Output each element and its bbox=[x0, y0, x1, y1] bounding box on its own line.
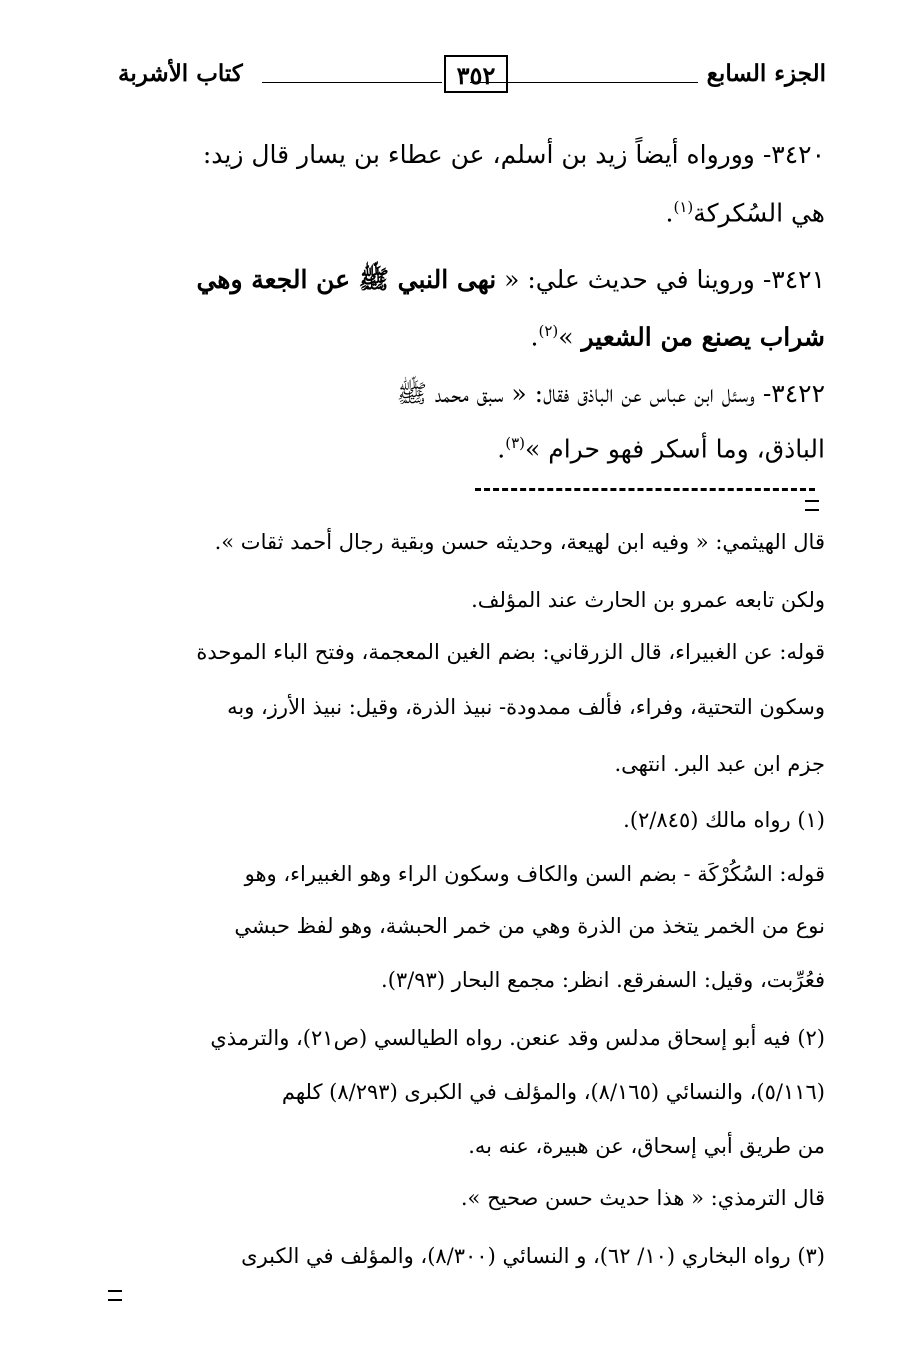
footnote-continued-line3: قوله: عن الغبيراء، قال الزرقاني: بضم الغين المعجمة، وفتح الباء الموحدة bbox=[196, 640, 825, 664]
period: . bbox=[497, 434, 506, 464]
hadith-3422-text: الباذق، وما أسكر فهو حرام » bbox=[525, 434, 825, 464]
hadith-3420-line1: ٣٤٢٠- وورواه أيضاً زيد بن أسلم، عن عطاء بن يسار قال زيد: bbox=[202, 140, 825, 169]
footnote-separator bbox=[475, 488, 815, 491]
volume-title: الجزء السابع bbox=[706, 60, 826, 87]
continuation-mark-top bbox=[805, 500, 819, 511]
hadith-3421-quote-part1: نهى النبي ﷺ عن الجعة وهي bbox=[196, 265, 497, 294]
footnote-2-line1: (٢) فيه أبو إسحاق مدلس وقد عنعن. رواه الطيالسي (ص٢١)، والترمذي bbox=[210, 1026, 825, 1050]
hadith-3420-line2 bbox=[666, 198, 825, 227]
footnote-2-line3: من طريق أبي إسحاق، عن هبيرة، عنه به. bbox=[468, 1134, 825, 1158]
hadith-3422-line1: ٣٤٢٢- وسئل ابن عباس عن الباذق فقال: « سبق محمد ﷺ bbox=[396, 379, 825, 408]
footnote-ref-1: (١) bbox=[673, 198, 694, 216]
footnote-1-line1: (١) رواه مالك (٢/٨٤٥). bbox=[623, 808, 825, 832]
footnote-3-line1: (٣) رواه البخاري (١٠/ ٦٢)، و النسائي (٨/٣٠٠)، والمؤلف في الكبرى bbox=[241, 1244, 825, 1268]
footnote-continued-line2: ولكن تابعه عمرو بن الحارث عند المؤلف. bbox=[471, 588, 825, 612]
footnote-continued-line5: جزم ابن عبد البر. انتهى. bbox=[614, 752, 825, 776]
footnote-1-line3: نوع من الخمر يتخذ من الذرة وهي من خمر الحبشة، وهو لفظ حبشي bbox=[234, 914, 825, 938]
hadith-3421-intro: ٣٤٢١- وروينا في حديث علي: « bbox=[496, 265, 825, 294]
hadith-3421-line2 bbox=[531, 322, 826, 351]
footnote-continued-line1: قال الهيثمي: « وفيه ابن لهيعة، وحديثه حسن وبقية رجال أحمد ثقات ». bbox=[214, 530, 825, 554]
period: . bbox=[530, 322, 539, 352]
hadith-3421-line1 bbox=[196, 264, 825, 301]
hadith-3422-line2 bbox=[497, 434, 825, 463]
footnote-ref-3: (٣) bbox=[505, 434, 525, 452]
page-number: ٣٥٢ bbox=[444, 55, 508, 93]
footnote-continued-line4: وسكون التحتية، وفراء، فألف ممدودة- نبيذ الذرة، وقيل: نبيذ الأرز، وبه bbox=[227, 695, 825, 719]
header-rule-left bbox=[262, 82, 442, 83]
chapter-title: كتاب الأشربة bbox=[118, 60, 243, 87]
continuation-mark-bottom bbox=[108, 1290, 122, 1301]
footnote-1-line2: قوله: السُكُرْكَة - بضم السن والكاف وسكون الراء وهو الغبيراء، وهو bbox=[244, 862, 825, 886]
hadith-3420-text: هي السُكركة bbox=[693, 198, 825, 228]
hadith-3421-close: » bbox=[558, 322, 582, 352]
hadith-3421-quote-part2: شراب يصنع من الشعير bbox=[581, 322, 825, 352]
footnote-2-line2: (٥/١١٦)، والنسائي (٨/١٦٥)، والمؤلف في الكبرى (٨/٢٩٣) كلهم bbox=[281, 1080, 825, 1104]
footnote-ref-2: (٢) bbox=[538, 322, 559, 340]
footnote-2-line4: قال الترمذي: « هذا حديث حسن صحيح ». bbox=[460, 1186, 825, 1210]
period: . bbox=[665, 198, 674, 228]
footnote-1-line4: فعُرِّبت، وقيل: السفرقع. انظر: مجمع البحار (٣/٩٣). bbox=[381, 968, 825, 992]
